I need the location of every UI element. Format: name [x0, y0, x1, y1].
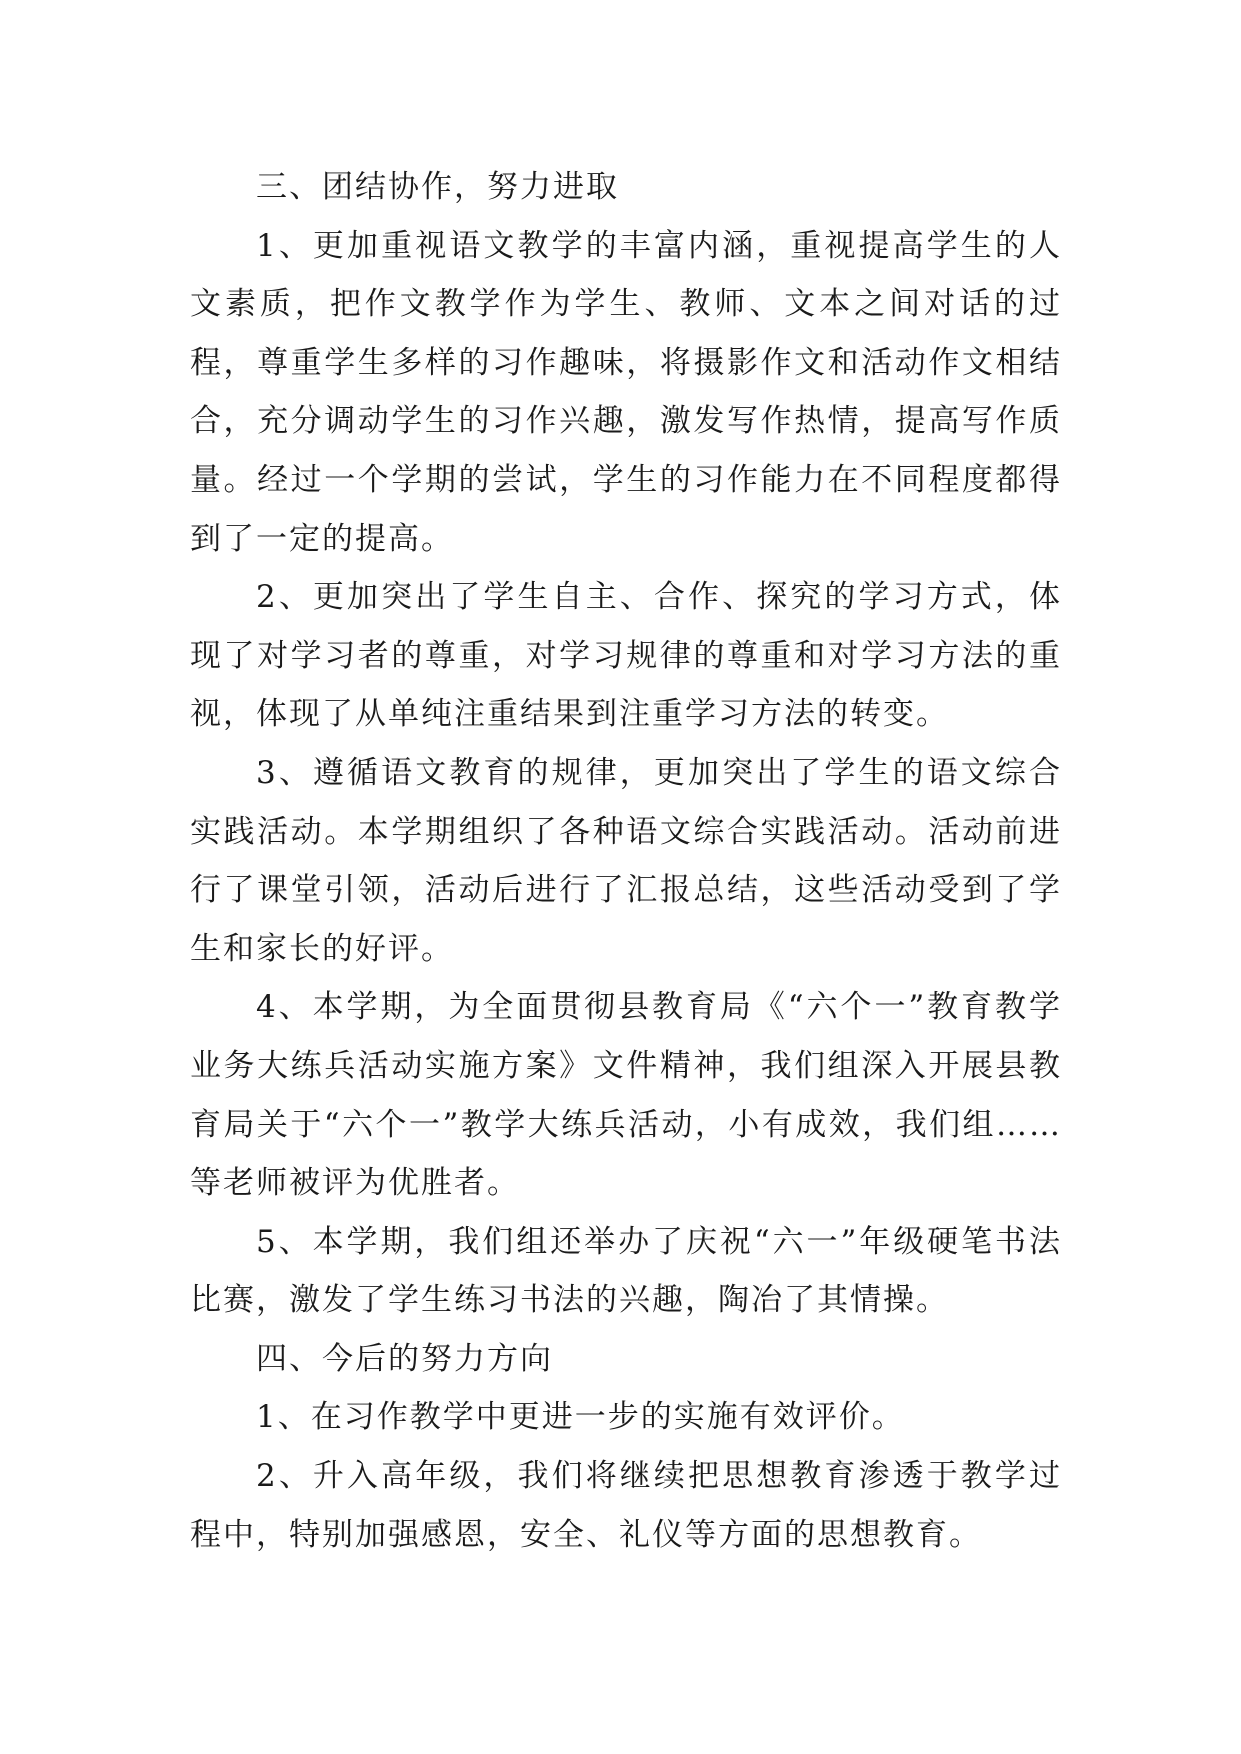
paragraph-item-4: 4、本学期，为全面贯彻县教育局《“六个一”教育教学业务大练兵活动实施方案》文件精神，我们组深入开展县教育局关于“六个一”教学大练兵活动，小有成效，我们组……等老师被评为优胜者。: [190, 989, 1062, 1202]
paragraph-item-2: 2、更加突出了学生自主、合作、探究的学习方式，体现了对学习者的尊重，对学习规律的尊重和对学习方法的重视，体现了从单纯注重结果到注重学习方法的转变。: [190, 579, 1062, 733]
paragraph-item-5: 5、本学期，我们组还举办了庆祝“六一”年级硬笔书法比赛，激发了学生练习书法的兴趣，陶冶了其情操。: [190, 1223, 1062, 1319]
paragraph-item-1: 1、更加重视语文教学的丰富内涵，重视提高学生的人文素质，把作文教学作为学生、教师、文本之间对话的过程，尊重学生多样的习作趣味，将摄影作文和活动作文相结合，充分调动学生的习作兴趣，激发写作热情，提高写作质量。经过一个学期的尝试，学生的习作能力在不同程度都得到了一定的提高。: [190, 227, 1062, 557]
future-item-1: 1、在习作教学中更进一步的实施有效评价。: [256, 1399, 905, 1436]
section-heading-3: 三、团结协作，努力进取: [256, 169, 619, 205]
document-body: [190, 158, 1062, 1564]
section-heading-4: 四、今后的努力方向: [256, 1340, 553, 1377]
paragraph-item-3: 3、遵循语文教育的规律，更加突出了学生的语文综合实践活动。本学期组织了各种语文综合实践活动。活动前进行了课堂引领，活动后进行了汇报总结，这些活动受到了学生和家长的好评。: [190, 754, 1062, 967]
future-item-2: 2、升入高年级，我们将继续把思想教育渗透于教学过程中，特别加强感恩，安全、礼仪等方面的思想教育。: [190, 1458, 1062, 1553]
